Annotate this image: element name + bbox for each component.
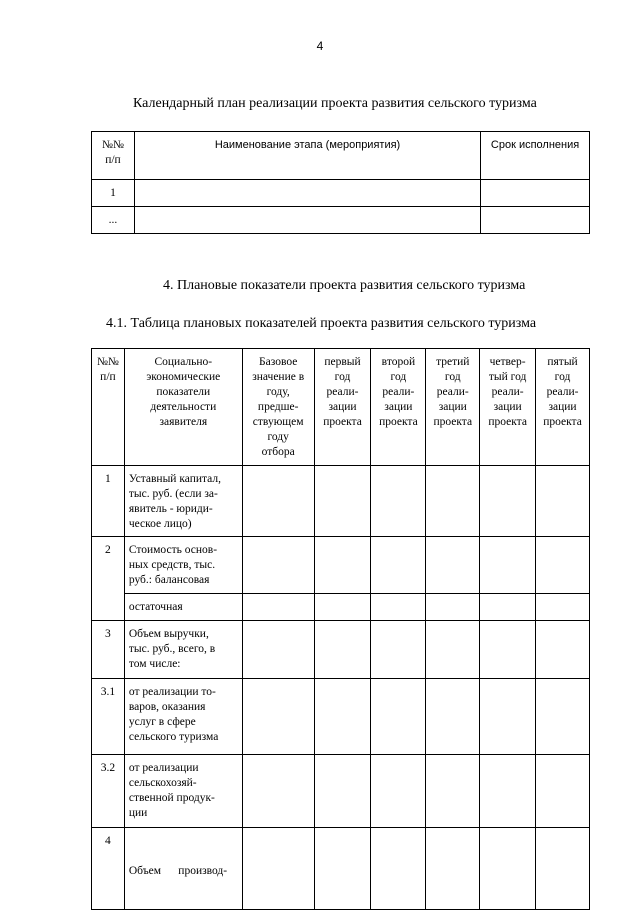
header-line: году,: [266, 386, 290, 398]
indicator-name: [124, 679, 242, 755]
header-line: реали-: [546, 386, 579, 398]
stage-name-cell[interactable]: [134, 180, 480, 207]
header-line: зации: [548, 401, 577, 413]
value-cell[interactable]: [314, 679, 371, 755]
section-4-1-title: 4.1. Таблица плановых показателей проекта развития сельского туризма: [106, 316, 537, 331]
value-cell[interactable]: [480, 755, 536, 828]
header-line: реали-: [491, 386, 524, 398]
value-cell[interactable]: [480, 537, 536, 594]
table-row: [92, 679, 590, 755]
indicator-line: Стоимость основ-: [128, 544, 218, 556]
value-cell[interactable]: [371, 466, 426, 537]
header-base-value: [242, 349, 314, 466]
header-line: год: [334, 371, 351, 383]
value-cell[interactable]: [536, 537, 590, 594]
indicator-line: том числе:: [128, 658, 181, 670]
header-line: зации: [493, 401, 522, 413]
header-line: предше-: [257, 401, 299, 413]
row-number: 1: [92, 466, 125, 537]
header-line: год: [554, 371, 571, 383]
header-number-line: №№: [101, 139, 124, 151]
value-cell[interactable]: [242, 755, 314, 828]
value-cell[interactable]: [536, 594, 590, 621]
value-cell[interactable]: [536, 828, 590, 910]
header-number: [92, 132, 135, 180]
deadline-cell[interactable]: [481, 207, 590, 234]
header-deadline: Срок исполнения: [481, 132, 590, 180]
indicator-line: остаточная: [128, 601, 183, 613]
table-header-row: [92, 132, 590, 180]
value-cell[interactable]: [242, 537, 314, 594]
indicator-line: тыс. руб., всего, в: [128, 643, 216, 655]
value-cell[interactable]: [480, 466, 536, 537]
planned-indicators-table: [91, 348, 590, 910]
header-line: реали-: [326, 386, 359, 398]
value-cell[interactable]: [314, 537, 371, 594]
table-row: [92, 755, 590, 828]
indicator-name: [124, 828, 242, 910]
indicator-line: явитель - юриди-: [128, 503, 213, 515]
indicator-line: услуг в сфере: [128, 716, 196, 728]
indicator-line: варов, оказания: [128, 701, 206, 713]
indicator-name: [124, 594, 242, 621]
header-line: год: [444, 371, 461, 383]
header-line: значение в: [252, 371, 305, 383]
value-cell[interactable]: [480, 621, 536, 679]
header-line: проекта: [488, 416, 527, 428]
header-line: зации: [438, 401, 467, 413]
header-line: деятельности: [150, 401, 217, 413]
value-cell[interactable]: [242, 679, 314, 755]
value-cell[interactable]: [426, 828, 480, 910]
value-cell[interactable]: [536, 621, 590, 679]
indicator-line: руб.: балансовая: [128, 574, 210, 586]
header-line: показатели: [156, 386, 211, 398]
value-cell[interactable]: [426, 537, 480, 594]
value-cell[interactable]: [314, 594, 371, 621]
row-number: ...: [92, 207, 135, 234]
header-line: Социально-: [154, 356, 213, 368]
indicator-line: сельского туризма: [128, 731, 219, 743]
header-number: [92, 349, 125, 466]
indicator-line: Уставный капитал,: [128, 473, 221, 485]
value-cell[interactable]: [371, 679, 426, 755]
header-line: реали-: [436, 386, 469, 398]
value-cell[interactable]: [480, 828, 536, 910]
indicator-name: [124, 466, 242, 537]
indicator-line: ции: [128, 807, 148, 819]
header-year-4: [480, 349, 536, 466]
indicator-line: Объем выручки,: [128, 628, 209, 640]
indicator-line: от реализации: [128, 762, 199, 774]
indicator-line: от реализации то-: [128, 686, 216, 698]
value-cell[interactable]: [371, 828, 426, 910]
header-line: Базовое: [259, 356, 298, 368]
header-stage-name: Наименование этапа (мероприятия): [134, 132, 480, 180]
indicator-name: [124, 755, 242, 828]
value-cell[interactable]: [371, 755, 426, 828]
header-line: проекта: [379, 416, 418, 428]
indicator-line: сельскохозяй-: [128, 777, 197, 789]
calendar-plan-table: [91, 131, 590, 234]
table-row: [92, 828, 590, 910]
header-line: реали-: [382, 386, 415, 398]
value-cell[interactable]: [314, 621, 371, 679]
value-cell[interactable]: [242, 621, 314, 679]
header-line: первый: [324, 356, 361, 368]
header-line: пятый: [547, 356, 578, 368]
stage-name-cell[interactable]: [134, 207, 480, 234]
header-number-line: п/п: [105, 154, 121, 166]
deadline-cell[interactable]: [481, 180, 590, 207]
header-line: четвер-: [489, 356, 526, 368]
value-cell[interactable]: [314, 755, 371, 828]
header-line: второй: [381, 356, 416, 368]
value-cell[interactable]: [536, 755, 590, 828]
row-number: 3: [92, 621, 125, 679]
table-row: [92, 621, 590, 679]
header-line: третий: [436, 356, 470, 368]
table-row: [92, 537, 590, 594]
value-cell[interactable]: [242, 828, 314, 910]
header-year-2: [371, 349, 426, 466]
section-4-title: 4. Плановые показатели проекта развития сельского туризма: [163, 278, 526, 293]
header-line: зации: [328, 401, 357, 413]
header-line: п/п: [100, 371, 116, 383]
header-line: №№: [96, 356, 119, 368]
header-line: тый год: [488, 371, 527, 383]
header-line: проекта: [323, 416, 362, 428]
header-line: проекта: [433, 416, 473, 428]
value-cell[interactable]: [314, 828, 371, 910]
value-cell[interactable]: [480, 594, 536, 621]
row-number: 3.1: [92, 679, 125, 755]
table-row: [92, 207, 590, 234]
header-line: заявителя: [159, 416, 208, 428]
value-cell[interactable]: [242, 594, 314, 621]
value-cell[interactable]: [426, 755, 480, 828]
value-cell[interactable]: [536, 466, 590, 537]
header-line: год: [390, 371, 407, 383]
table-row: [92, 466, 590, 537]
table-header-row: [92, 349, 590, 466]
page-number: 4: [316, 39, 324, 53]
indicator-line: ных средств, тыс.: [128, 559, 216, 571]
table-row: [92, 594, 590, 621]
value-cell[interactable]: [480, 679, 536, 755]
value-cell[interactable]: [426, 594, 480, 621]
value-cell[interactable]: [242, 466, 314, 537]
indicator-line: тыс. руб. (если за-: [128, 488, 218, 500]
header-line: проекта: [543, 416, 582, 428]
header-year-3: [426, 349, 480, 466]
row-number: 4: [92, 828, 125, 910]
value-cell[interactable]: [536, 679, 590, 755]
header-line: году: [267, 431, 289, 443]
value-cell[interactable]: [426, 621, 480, 679]
indicator-line: ческое лицо): [128, 518, 192, 530]
value-cell[interactable]: [371, 537, 426, 594]
value-cell[interactable]: [371, 594, 426, 621]
indicator-line: Объем производ-: [128, 865, 228, 877]
row-number: 3.2: [92, 755, 125, 828]
header-line: зации: [384, 401, 413, 413]
indicator-name: [124, 621, 242, 679]
table-row: [92, 180, 590, 207]
header-line: отбора: [261, 446, 295, 458]
indicator-line: ственной продук-: [128, 792, 215, 804]
value-cell[interactable]: [426, 466, 480, 537]
value-cell[interactable]: [314, 466, 371, 537]
indicator-name: [124, 537, 242, 594]
row-number: 1: [92, 180, 135, 207]
header-year-5: [536, 349, 590, 466]
header-line: ствующем: [252, 416, 304, 428]
header-year-1: [314, 349, 371, 466]
value-cell[interactable]: [371, 621, 426, 679]
row-number: 2: [92, 537, 125, 621]
header-indicators: [124, 349, 242, 466]
value-cell[interactable]: [426, 679, 480, 755]
calendar-plan-title: Календарный план реализации проекта развития сельского туризма: [133, 96, 537, 111]
header-line: экономические: [146, 371, 221, 383]
